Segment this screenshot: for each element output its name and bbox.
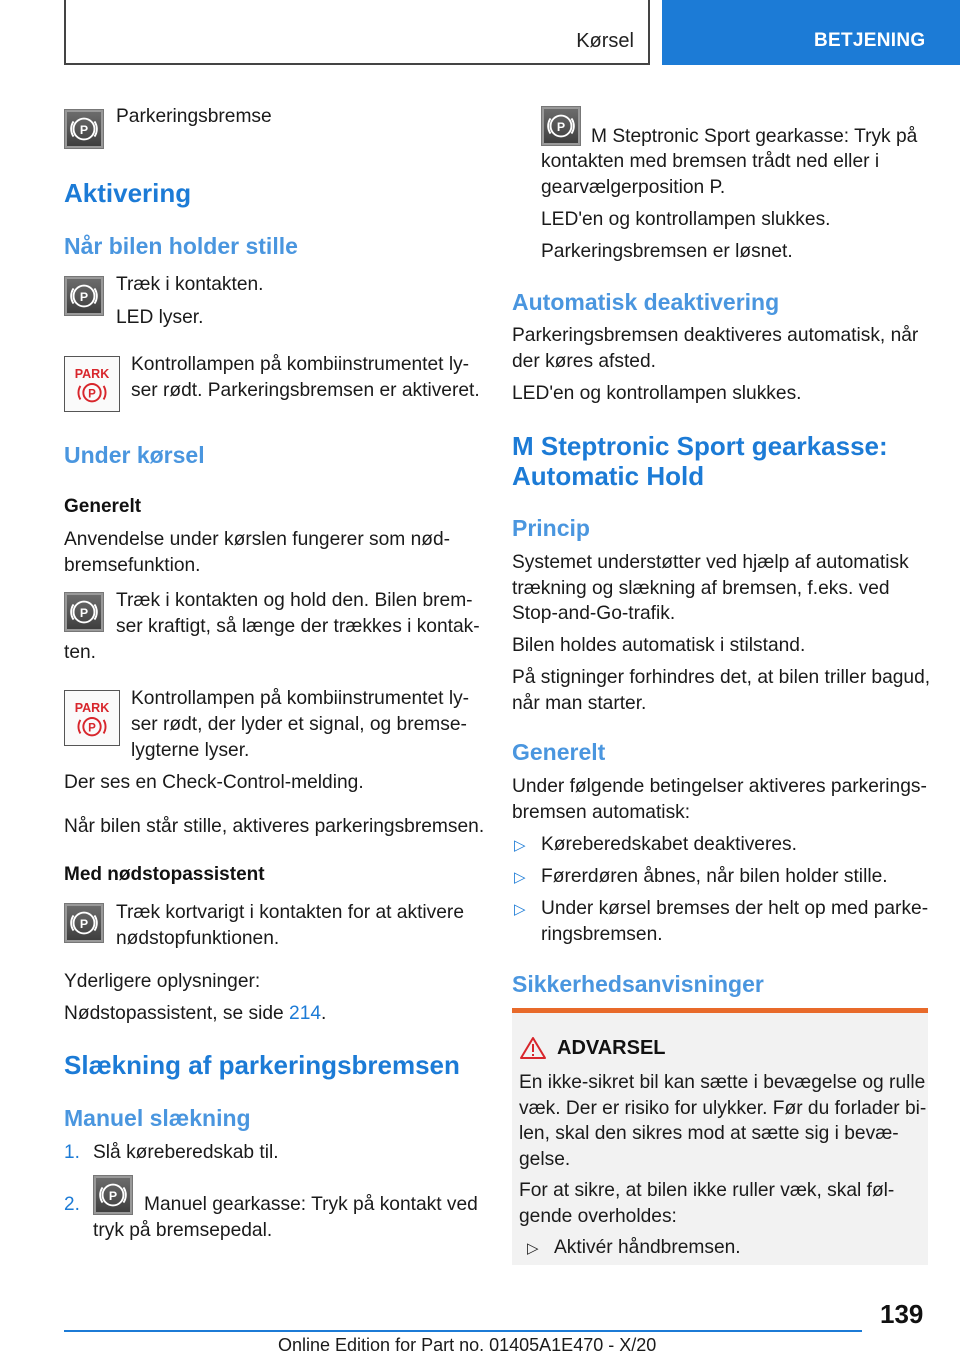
incline-text-b: når man starter.: [512, 693, 647, 714]
parking-brake-switch-icon: [64, 109, 104, 149]
princip-text-c: Stop-and-Go-trafik.: [512, 603, 676, 624]
heading-nodstop: Med nødstopassistent: [64, 864, 265, 885]
auto-text-a: Parkeringsbremsen deaktiveres automatisk, når: [512, 325, 919, 346]
reference-prefix: Nødstopassistent, se side: [64, 1003, 290, 1024]
text-more-info: Yderligere oplysninger:: [64, 971, 261, 992]
footer-divider: [64, 1330, 862, 1332]
steptronic-text-a: M Steptronic Sport gearkasse: Tryk på: [591, 126, 918, 147]
park-text-2c: lygterne lyser.: [131, 740, 250, 761]
gen-text-a: Under følgende betingelser aktiveres parkerings-: [512, 776, 927, 797]
park-text-2b: ser rødt, der lyder et signal, og bremse-: [131, 714, 467, 735]
steptronic-text-b: kontakten med bremsen trådt ned eller i: [541, 151, 880, 172]
svg-text:P: P: [108, 1188, 118, 1203]
svg-text:P: P: [88, 388, 96, 401]
bullet-text-3a: Under kørsel bremses der helt op med parke-: [541, 898, 929, 919]
heading-princip: Princip: [512, 515, 590, 541]
warning-text-1: En ikke-sikret bil kan sætte i bevægelse og rulle: [519, 1072, 926, 1093]
parking-brake-switch-icon: [64, 276, 104, 316]
heading-aktivering: Aktivering: [64, 178, 192, 208]
auto-text-b: der køres afsted.: [512, 351, 656, 372]
warning-bullet-1: Aktivér håndbremsen.: [554, 1237, 741, 1258]
heading-slaekning: Slækning af parkeringsbremsen: [64, 1050, 460, 1080]
svg-text:P: P: [88, 722, 96, 735]
incline-text-a: På stigninger forhindres det, at bilen triller bagud,: [512, 667, 931, 688]
parking-brake-switch-icon: [541, 106, 581, 146]
text-check-control: Der ses en Check-Control-melding.: [64, 772, 364, 793]
reference-line: [64, 1001, 326, 1026]
text-released: Parkeringsbremsen er løsnet.: [541, 241, 793, 262]
parking-brake-switch-icon: [64, 903, 104, 943]
step-2-number: 2.: [64, 1194, 80, 1215]
text-led-lights: LED lyser.: [116, 307, 204, 328]
heading-under-korsel: Under kørsel: [64, 442, 205, 468]
warning-triangle-icon: [519, 1036, 547, 1060]
hold-text-a: Træk i kontakten og hold den. Bilen brem-: [116, 590, 473, 611]
warning-text-4: gelse.: [519, 1149, 571, 1170]
svg-text:P: P: [556, 119, 566, 134]
step-2-text-b: tryk på bremsepedal.: [93, 1220, 273, 1241]
intro-label: Parkeringsbremse: [116, 106, 272, 127]
svg-text:P: P: [79, 605, 89, 620]
svg-text:PARK: PARK: [74, 701, 110, 716]
princip-text-a: Systemet understøtter ved hjælp af automatisk: [512, 552, 909, 573]
bullet-icon: ▷: [514, 901, 526, 918]
park-text-2a: Kontrollampen på kombiinstrumentet ly-: [131, 688, 470, 709]
text-held: Bilen holdes automatisk i stilstand.: [512, 635, 806, 656]
header-section-box: [64, 0, 650, 65]
step-1-number: 1.: [64, 1142, 80, 1163]
hold-text-b: ser kraftigt, så længe der trækkes i kontak-: [116, 616, 480, 637]
nodstop-text-a: Træk kortvarigt i kontakten for at aktivere: [116, 902, 464, 923]
park-text-1a: Kontrollampen på kombiinstrumentet ly-: [131, 354, 470, 375]
steptronic-text-c: gearvælgerposition P.: [541, 177, 726, 198]
warning-text-6: gende overholdes:: [519, 1206, 677, 1227]
generelt-text-a: Anvendelse under kørslen fungerer som nød-: [64, 529, 451, 550]
header-chapter-label: BETJENING: [814, 30, 926, 51]
parking-brake-switch-icon: [64, 592, 104, 632]
text-led-off-2: LED'en og kontrollampen slukkes.: [512, 383, 802, 404]
bullet-text-2: Førerdøren åbnes, når bilen holder stille.: [541, 866, 888, 887]
svg-text:P: P: [79, 122, 89, 137]
heading-sikkerhed: Sikkerhedsanvisninger: [512, 971, 764, 997]
step-2-text-a: Manuel gearkasse: Tryk på kontakt ved: [144, 1194, 478, 1215]
header-chapter-tab[interactable]: [662, 0, 960, 65]
page-number: 139: [880, 1299, 924, 1329]
text-pull-contact: Træk i kontakten.: [116, 274, 264, 295]
park-warning-lamp-icon: [64, 690, 120, 746]
text-standstill: Når bilen står stille, aktiveres parkeringsbremsen.: [64, 816, 485, 837]
svg-text:PARK: PARK: [74, 367, 110, 382]
warning-text-5: For at sikre, at bilen ikke ruller væk, skal føl-: [519, 1180, 895, 1201]
nodstop-text-b: nødstopfunktionen.: [116, 928, 280, 949]
princip-text-b: trækning og slækning af bremsen, f.eks. ved: [512, 578, 890, 599]
svg-text:P: P: [79, 289, 89, 304]
heading-steptronic-line-2: Automatic Hold: [512, 461, 705, 491]
park-text-1b: ser rødt. Parkeringsbremsen er aktiveret.: [131, 380, 480, 401]
generelt-text-b: bremsefunktion.: [64, 555, 201, 576]
bullet-icon: ▷: [514, 869, 526, 886]
parking-brake-switch-icon: [93, 1175, 133, 1215]
footer-edition: Online Edition for Part no. 01405A1E470 - X/20: [278, 1335, 657, 1355]
warning-text-3: len, skal den sikres mod at sætte sig i bevæ-: [519, 1123, 899, 1144]
heading-holder-stille: Når bilen holder stille: [64, 233, 298, 259]
page-reference-link[interactable]: 214: [289, 1003, 322, 1024]
warning-text-2: væk. Der er risiko for ulykker. Før du forlader bi-: [519, 1098, 927, 1119]
heading-generelt-right: Generelt: [512, 739, 606, 765]
svg-text:P: P: [79, 916, 89, 931]
gen-text-b: bremsen automatisk:: [512, 802, 691, 823]
bullet-icon: ▷: [527, 1240, 539, 1257]
hold-text-c: ten.: [64, 642, 97, 663]
bullet-text-1: Køreberedskabet deaktiveres.: [541, 834, 797, 855]
bullet-icon: ▷: [514, 837, 526, 854]
warning-title: ADVARSEL: [557, 1037, 666, 1059]
header-section-title: Kørsel: [576, 30, 634, 52]
heading-steptronic-line-1: M Steptronic Sport gearkasse:: [512, 431, 888, 461]
heading-manuel-slaekning: Manuel slækning: [64, 1105, 251, 1131]
bullet-text-3b: ringsbremsen.: [541, 924, 663, 945]
reference-suffix: .: [321, 1003, 327, 1024]
text-led-off: LED'en og kontrollampen slukkes.: [541, 209, 831, 230]
park-warning-lamp-icon: [64, 356, 120, 412]
heading-generelt: Generelt: [64, 496, 142, 517]
step-1-text: Slå køreberedskab til.: [93, 1142, 279, 1163]
heading-auto-deaktivering: Automatisk deaktivering: [512, 289, 780, 315]
